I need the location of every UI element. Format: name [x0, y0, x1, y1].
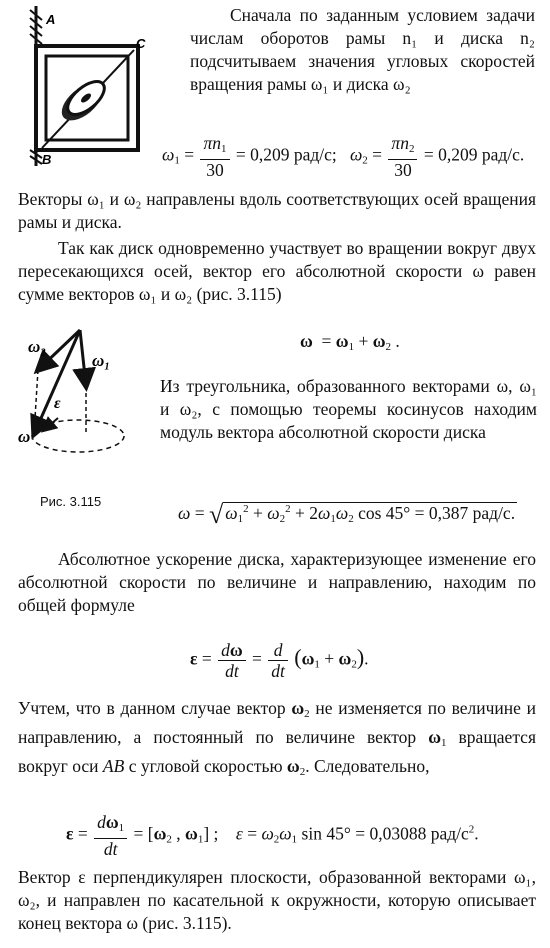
label-C: C — [136, 36, 146, 51]
equation-epsilon-derivative: ε = $\frac{d\omega}{dt}$ = $\frac{d}{dt}$ $(\omega_1 + \omega_2)$. — [190, 640, 369, 681]
paragraph-triangle: Из треугольника, образованного векторами ω, ω₁ и ω₂, с помощью теоремы косинусов находим модуль вектора абсолютной скорости диска — [160, 376, 537, 442]
vector-triangle-figure — [18, 326, 148, 476]
vector-w1 — [80, 330, 86, 386]
svg-text:ω₁: ω₁ — [92, 351, 111, 370]
equation-omega-values: $\omega_1$ = $\frac{\pi n_1}{30}$ = 0,209 рад/с; $\omega_2$ = $\frac{\pi n_2}{30}$ = 0,209 рад/с. — [162, 133, 525, 180]
label-A: A — [46, 12, 56, 27]
paragraph-intro: Сначала по заданным условием задачи числам оборотов рамы n₁ и диска n₂ подсчитываем значения угловых скоростей вращения рамы ω₁ и диска ω₂ — [190, 5, 535, 94]
equation-epsilon-result: ε = $\frac{d\omega_1}{dt}$ = [$\omega_2$ , $\omega_1$] ; $\varepsilon = \omega_2\omega_1$ sin 45° = 0,03088 рад/$с^2$. — [66, 812, 479, 859]
paragraph-acceleration: Абсолютное ускорение диска, характеризующее изменение его абсолютной скорости по величине и направлению, находим по общей формуле — [18, 549, 536, 615]
disk — [55, 75, 110, 127]
paragraph-sum-intro: Так как диск одновременно участвует во вращении вокруг двух пересекающихся осей, вектор его абсолютной скорости ω равен сумме векторов ω₁ и ω₂ (рис. 3.115) — [18, 238, 536, 304]
svg-text:ε: ε — [54, 395, 61, 412]
paragraph-vectors: Векторы ω₁ и ω₂ направлены вдоль соответствующих осей вращения рамы и диска. — [18, 189, 536, 232]
svg-text:ω₂: ω₂ — [28, 337, 47, 356]
label-B: B — [42, 152, 52, 166]
frame-disk-figure — [20, 6, 160, 166]
equation-modulus: ω = √ $\omega_1^2 + \omega_2^2 + 2\omega_1\omega_2$ cos 45° = 0,387 рад/с. — [178, 500, 516, 529]
vector-eps — [44, 418, 58, 430]
svg-text:ω: ω — [18, 427, 31, 446]
paragraph-epsilon-direction: Вектор ε перпендикулярен плоскости, образованной векторами ω₁, ω₂, и направлен по касательной к окружности, которую описывает конец вектора ω (рис. 3.115). — [18, 867, 536, 933]
figure-caption: Рис. 3.115 — [40, 494, 102, 509]
paragraph-note: Учтем, что в данном случае вектор $\omega_2$ не изменяется по величине и направлению, а постоянный по величине вектор $\omega_1$ вращается вокруг оси AB с угловой скоростью $\omega_2$. Следовательно, — [18, 698, 537, 778]
dashed-circle — [32, 420, 124, 452]
equation-vector-sum: $\omega = \omega_1 + \omega_2$ . — [300, 331, 400, 353]
